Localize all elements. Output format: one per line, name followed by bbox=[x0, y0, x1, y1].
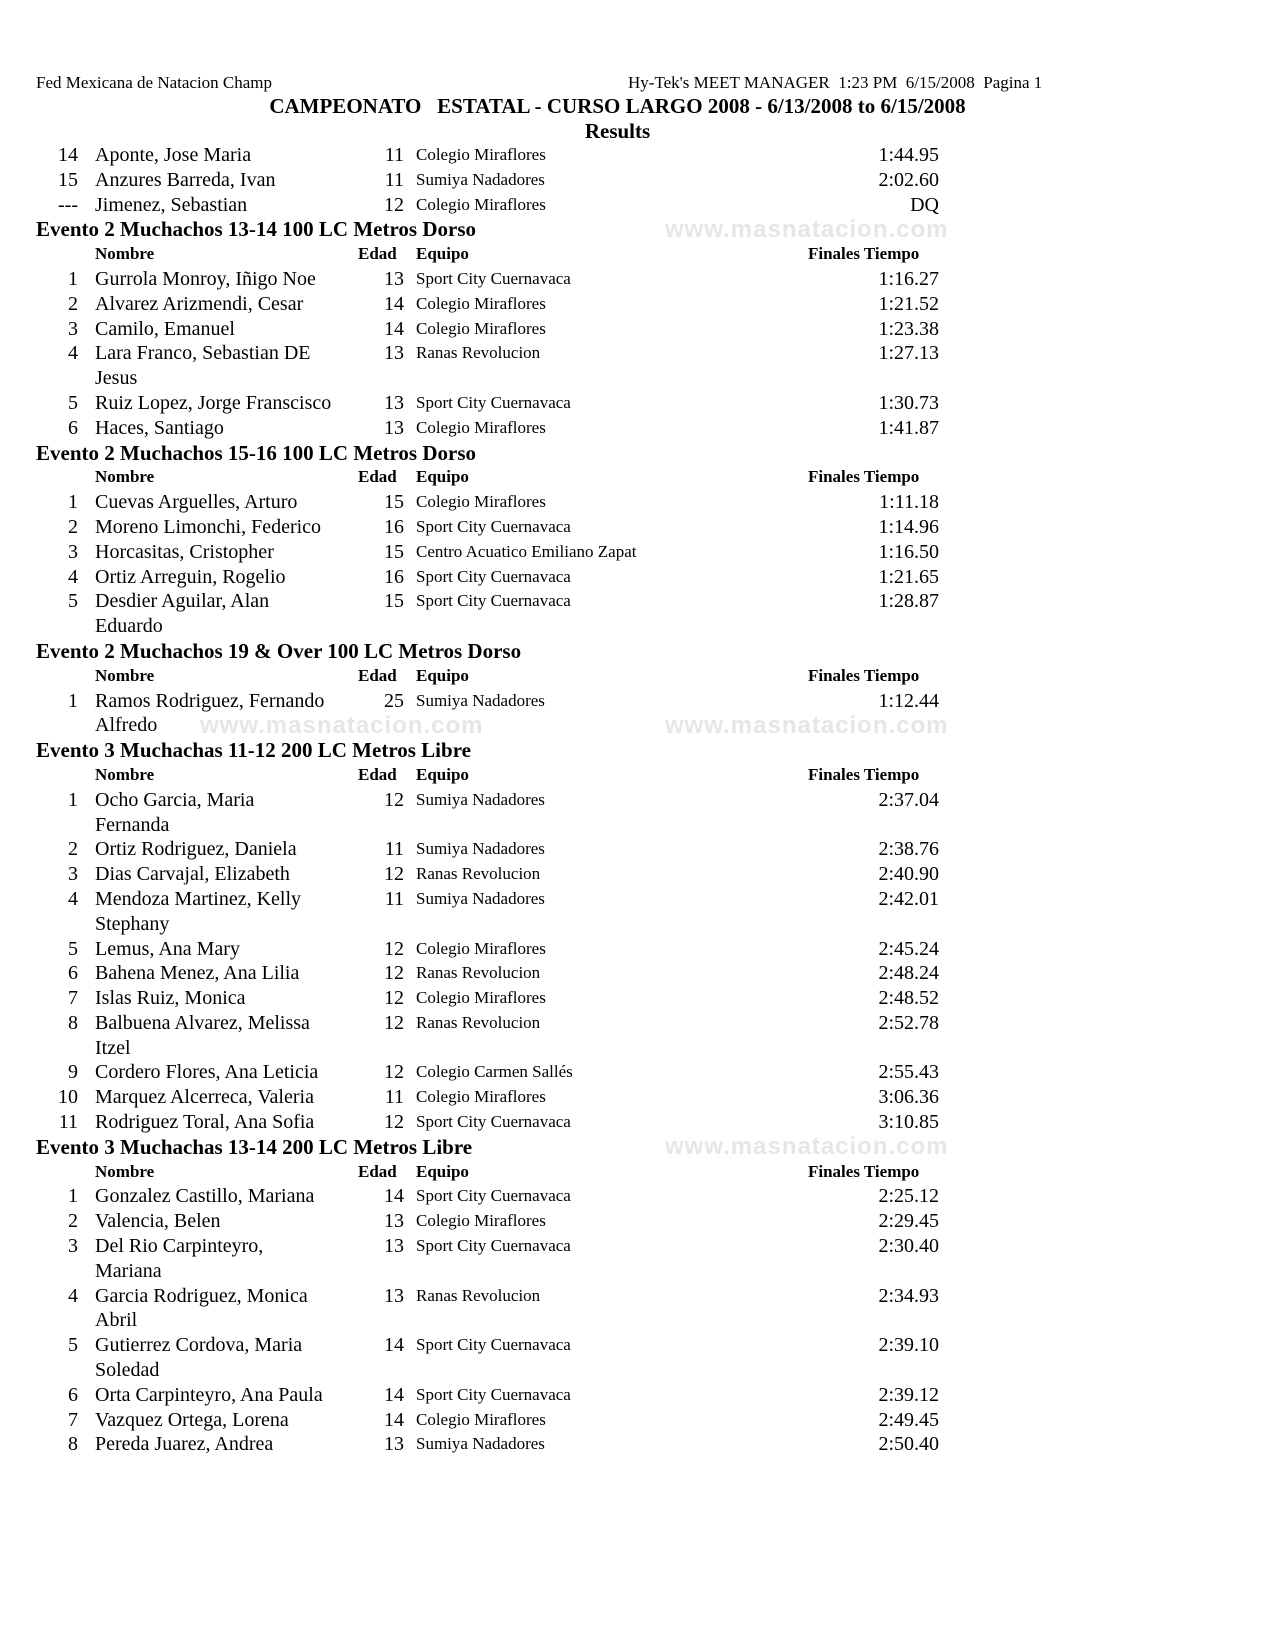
column-header-age: Edad bbox=[358, 467, 397, 487]
swimmer-name: Desdier Aguilar, Alan bbox=[95, 590, 270, 613]
result-row bbox=[0, 689, 1275, 714]
watermark: www.masnatacion.com bbox=[665, 1133, 949, 1160]
age: 11 bbox=[384, 838, 404, 861]
team: Ranas Revolucion bbox=[416, 1012, 541, 1032]
rank: 4 bbox=[68, 565, 78, 588]
age: 15 bbox=[384, 540, 404, 563]
result-row bbox=[0, 341, 1275, 366]
rank: 14 bbox=[58, 144, 78, 166]
rank: 4 bbox=[68, 342, 78, 365]
age: 16 bbox=[384, 515, 404, 538]
team: Sumiya Nadadores bbox=[416, 789, 545, 809]
swimmer-name-continued: Abril bbox=[95, 1309, 138, 1332]
column-header-age: Edad bbox=[358, 1161, 397, 1181]
final-time: 1:21.52 bbox=[878, 292, 939, 315]
column-header-team: Equipo bbox=[416, 467, 469, 487]
result-row bbox=[0, 565, 1275, 590]
final-time: 2:40.90 bbox=[878, 863, 939, 886]
result-row bbox=[0, 862, 1275, 887]
swimmer-name-continued: Alfredo bbox=[95, 714, 158, 737]
swimmer-name-continued: Mariana bbox=[95, 1259, 162, 1282]
age: 14 bbox=[384, 1185, 404, 1208]
age: 12 bbox=[384, 962, 404, 985]
team: Sport City Cuernavaca bbox=[416, 516, 571, 536]
column-header-team: Equipo bbox=[416, 1161, 469, 1181]
swimmer-name: Orta Carpinteyro, Ana Paula bbox=[95, 1383, 323, 1406]
result-row bbox=[0, 1408, 1275, 1433]
swimmer-name: Ramos Rodriguez, Fernando bbox=[95, 689, 325, 712]
meet-title: CAMPEONATO ESTATAL - CURSO LARGO 2008 - 6/13/2008 to 6/15/2008 bbox=[269, 94, 966, 118]
age: 12 bbox=[384, 788, 404, 811]
team: Sport City Cuernavaca bbox=[416, 1112, 571, 1132]
final-time: 1:44.95 bbox=[878, 144, 939, 166]
column-header-row bbox=[0, 242, 1275, 267]
swimmer-name: Vazquez Ortega, Lorena bbox=[95, 1408, 289, 1431]
swimmer-name: Bahena Menez, Ana Lilia bbox=[95, 962, 300, 985]
result-row bbox=[0, 267, 1275, 292]
column-header-age: Edad bbox=[358, 665, 397, 685]
rank: 6 bbox=[68, 416, 78, 439]
final-time: 2:25.12 bbox=[878, 1185, 939, 1208]
team: Colegio Miraflores bbox=[416, 145, 546, 164]
swimmer-name: Ocho Garcia, Maria bbox=[95, 788, 255, 811]
result-row bbox=[0, 1011, 1275, 1036]
rank: 5 bbox=[68, 590, 78, 613]
swimmer-name: Rodriguez Toral, Ana Sofia bbox=[95, 1111, 315, 1134]
result-row bbox=[0, 1333, 1275, 1358]
swimmer-name: Moreno Limonchi, Federico bbox=[95, 515, 322, 538]
age: 12 bbox=[384, 193, 404, 216]
rank: 5 bbox=[68, 937, 78, 960]
result-row-continuation bbox=[0, 1358, 1275, 1383]
swimmer-name: Haces, Santiago bbox=[95, 416, 224, 439]
final-time: 2:02.60 bbox=[878, 168, 939, 191]
rank: 15 bbox=[58, 168, 78, 191]
event-heading-line bbox=[0, 217, 1275, 242]
team: Colegio Carmen Sallés bbox=[416, 1062, 573, 1082]
swimmer-name: Cuevas Arguelles, Arturo bbox=[95, 491, 298, 514]
column-header-row bbox=[0, 1160, 1275, 1185]
final-time: 2:34.93 bbox=[878, 1284, 939, 1307]
team: Centro Acuatico Emiliano Zapat bbox=[416, 541, 637, 561]
rank: 4 bbox=[68, 1284, 78, 1307]
result-row bbox=[0, 1060, 1275, 1085]
age: 14 bbox=[384, 317, 404, 340]
result-row bbox=[0, 391, 1275, 416]
column-header-name: Nombre bbox=[95, 244, 155, 264]
swimmer-name: Jimenez, Sebastian bbox=[95, 193, 248, 216]
final-time: 3:10.85 bbox=[878, 1111, 939, 1134]
swimmer-name: Gurrola Monroy, Iñigo Noe bbox=[95, 267, 316, 290]
team: Sumiya Nadadores bbox=[416, 690, 545, 710]
column-header-team: Equipo bbox=[416, 665, 469, 685]
team: Colegio Miraflores bbox=[416, 417, 546, 437]
result-row-continuation bbox=[0, 1308, 1275, 1333]
age: 12 bbox=[384, 987, 404, 1010]
team: Colegio Miraflores bbox=[416, 1409, 546, 1429]
age: 11 bbox=[384, 887, 404, 910]
rank: 3 bbox=[68, 1235, 78, 1258]
event-heading-line bbox=[0, 1135, 1275, 1160]
result-row bbox=[0, 317, 1275, 342]
result-row bbox=[0, 1184, 1275, 1209]
team: Colegio Miraflores bbox=[416, 492, 546, 512]
meet-organizer: Fed Mexicana de Natacion Champ bbox=[36, 73, 273, 92]
column-header-time: Finales Tiempo bbox=[808, 244, 920, 264]
swimmer-name: Ruiz Lopez, Jorge Franscisco bbox=[95, 391, 332, 414]
watermark: www.masnatacion.com bbox=[665, 216, 949, 243]
final-time: 2:37.04 bbox=[878, 788, 939, 811]
rank: 7 bbox=[68, 1408, 78, 1431]
final-time: 1:14.96 bbox=[878, 515, 939, 538]
rank: 7 bbox=[68, 987, 78, 1010]
swimmer-name: Ortiz Arreguin, Rogelio bbox=[95, 565, 286, 588]
team: Colegio Miraflores bbox=[416, 938, 546, 958]
age: 13 bbox=[384, 391, 404, 414]
team: Colegio Miraflores bbox=[416, 293, 546, 313]
rank: 6 bbox=[68, 1383, 78, 1406]
column-header-row bbox=[0, 664, 1275, 689]
age: 12 bbox=[384, 1061, 404, 1084]
age: 13 bbox=[384, 342, 404, 365]
swimmer-name: Islas Ruiz, Monica bbox=[95, 987, 246, 1010]
rank: 2 bbox=[68, 838, 78, 861]
team: Sport City Cuernavaca bbox=[416, 1186, 571, 1206]
result-row bbox=[0, 193, 1275, 218]
result-row bbox=[0, 540, 1275, 565]
column-header-name: Nombre bbox=[95, 764, 155, 784]
team: Sumiya Nadadores bbox=[416, 169, 545, 189]
final-time: 2:50.40 bbox=[878, 1433, 939, 1456]
result-row bbox=[0, 837, 1275, 862]
final-time: 2:30.40 bbox=[878, 1235, 939, 1258]
result-row bbox=[0, 1432, 1275, 1457]
rank: 3 bbox=[68, 863, 78, 886]
rank: 1 bbox=[68, 491, 78, 514]
final-time: 2:52.78 bbox=[878, 1011, 939, 1034]
column-header-name: Nombre bbox=[95, 467, 155, 487]
result-row bbox=[0, 143, 1275, 168]
team: Colegio Miraflores bbox=[416, 1087, 546, 1107]
rank: 2 bbox=[68, 515, 78, 538]
result-row bbox=[0, 416, 1275, 441]
age: 13 bbox=[384, 416, 404, 439]
column-header-age: Edad bbox=[358, 764, 397, 784]
team: Sumiya Nadadores bbox=[416, 1434, 545, 1454]
result-row bbox=[0, 1383, 1275, 1408]
swimmer-name: Balbuena Alvarez, Melissa bbox=[95, 1011, 310, 1034]
rank: 8 bbox=[68, 1433, 78, 1456]
swimmer-name-continued: Fernanda bbox=[95, 813, 170, 836]
swimmer-name: Lara Franco, Sebastian DE bbox=[95, 342, 311, 365]
event-heading-line bbox=[0, 738, 1275, 763]
final-time: 1:41.87 bbox=[878, 416, 939, 439]
swimmer-name: Camilo, Emanuel bbox=[95, 317, 235, 340]
age: 14 bbox=[384, 1408, 404, 1431]
rank: 1 bbox=[68, 267, 78, 290]
event-heading-line bbox=[0, 441, 1275, 466]
column-header-team: Equipo bbox=[416, 764, 469, 784]
result-row bbox=[0, 168, 1275, 193]
swimmer-name-continued: Stephany bbox=[95, 912, 170, 935]
age: 11 bbox=[384, 168, 404, 191]
column-header-row bbox=[0, 465, 1275, 490]
column-header-name: Nombre bbox=[95, 1161, 155, 1181]
final-time: 1:30.73 bbox=[878, 391, 939, 414]
team: Sport City Cuernavaca bbox=[416, 1335, 571, 1355]
age: 16 bbox=[384, 565, 404, 588]
result-row bbox=[0, 1085, 1275, 1110]
swimmer-name: Valencia, Belen bbox=[95, 1210, 221, 1233]
final-time: 1:16.27 bbox=[878, 267, 939, 290]
final-time: 2:48.52 bbox=[878, 987, 939, 1010]
result-row bbox=[0, 887, 1275, 912]
team: Sport City Cuernavaca bbox=[416, 1384, 571, 1404]
event-title: Evento 3 Muchachas 11-12 200 LC Metros Libre bbox=[36, 738, 471, 763]
swimmer-name: Dias Carvajal, Elizabeth bbox=[95, 863, 290, 886]
team: Sumiya Nadadores bbox=[416, 839, 545, 859]
result-row bbox=[0, 937, 1275, 962]
final-time: 2:45.24 bbox=[878, 937, 939, 960]
rank: 1 bbox=[68, 1185, 78, 1208]
swimmer-name: Alvarez Arizmendi, Cesar bbox=[95, 292, 304, 315]
result-row bbox=[0, 1284, 1275, 1309]
final-time: 1:21.65 bbox=[878, 565, 939, 588]
final-time: 1:23.38 bbox=[878, 317, 939, 340]
age: 11 bbox=[384, 144, 404, 166]
rank: 2 bbox=[68, 1210, 78, 1233]
swimmer-name: Cordero Flores, Ana Leticia bbox=[95, 1061, 319, 1084]
age: 13 bbox=[384, 1210, 404, 1233]
swimmer-name: Lemus, Ana Mary bbox=[95, 937, 240, 960]
age: 12 bbox=[384, 1111, 404, 1134]
team: Sport City Cuernavaca bbox=[416, 566, 571, 586]
age: 11 bbox=[384, 1086, 404, 1109]
swimmer-name: Horcasitas, Cristopher bbox=[95, 540, 274, 563]
age: 13 bbox=[384, 1433, 404, 1456]
final-time: DQ bbox=[910, 193, 939, 216]
result-row bbox=[0, 788, 1275, 813]
event-title: Evento 2 Muchachos 15-16 100 LC Metros Dorso bbox=[36, 440, 476, 465]
swimmer-name: Marquez Alcerreca, Valeria bbox=[95, 1086, 314, 1109]
result-row-continuation bbox=[0, 1259, 1275, 1284]
swimmer-name-continued: Eduardo bbox=[95, 615, 163, 638]
result-row-continuation bbox=[0, 366, 1275, 391]
swimmer-name: Anzures Barreda, Ivan bbox=[95, 168, 276, 191]
team: Sport City Cuernavaca bbox=[416, 1236, 571, 1256]
team: Ranas Revolucion bbox=[416, 1285, 541, 1305]
result-row bbox=[0, 1209, 1275, 1234]
swimmer-name: Del Rio Carpinteyro, bbox=[95, 1235, 264, 1258]
rank: 10 bbox=[58, 1086, 78, 1109]
result-row bbox=[0, 292, 1275, 317]
result-row-continuation bbox=[0, 713, 1275, 738]
rank: 4 bbox=[68, 887, 78, 910]
age: 15 bbox=[384, 491, 404, 514]
team: Sport City Cuernavaca bbox=[416, 591, 571, 611]
event-title: Evento 2 Muchachos 13-14 100 LC Metros Dorso bbox=[36, 217, 476, 242]
final-time: 2:48.24 bbox=[878, 962, 939, 985]
column-header-age: Edad bbox=[358, 244, 397, 264]
final-time: 1:27.13 bbox=[878, 342, 939, 365]
result-row-continuation bbox=[0, 1036, 1275, 1061]
rank: 1 bbox=[68, 788, 78, 811]
rank: 9 bbox=[68, 1061, 78, 1084]
result-row bbox=[0, 1110, 1275, 1135]
swimmer-name: Pereda Juarez, Andrea bbox=[95, 1433, 274, 1456]
rank: --- bbox=[58, 193, 78, 216]
software-timestamp-page: Hy-Tek's MEET MANAGER 1:23 PM 6/15/2008 Pagina 1 bbox=[628, 73, 1043, 92]
column-header-time: Finales Tiempo bbox=[808, 467, 920, 487]
age: 12 bbox=[384, 1011, 404, 1034]
rank: 1 bbox=[68, 689, 78, 712]
final-time: 1:28.87 bbox=[878, 590, 939, 613]
rank: 3 bbox=[68, 317, 78, 340]
age: 12 bbox=[384, 863, 404, 886]
age: 14 bbox=[384, 1383, 404, 1406]
rank: 5 bbox=[68, 1334, 78, 1357]
final-time: 2:39.10 bbox=[878, 1334, 939, 1357]
final-time: 1:11.18 bbox=[879, 491, 939, 514]
swimmer-name: Aponte, Jose Maria bbox=[95, 144, 252, 166]
column-header-time: Finales Tiempo bbox=[808, 665, 920, 685]
result-row bbox=[0, 986, 1275, 1011]
age: 12 bbox=[384, 937, 404, 960]
event-heading-line bbox=[0, 639, 1275, 664]
final-time: 2:49.45 bbox=[878, 1408, 939, 1431]
rank: 5 bbox=[68, 391, 78, 414]
results-list bbox=[0, 143, 1275, 1457]
column-header-time: Finales Tiempo bbox=[808, 764, 920, 784]
final-time: 1:16.50 bbox=[878, 540, 939, 563]
team: Ranas Revolucion bbox=[416, 343, 541, 363]
team: Colegio Miraflores bbox=[416, 988, 546, 1008]
result-row bbox=[0, 1234, 1275, 1259]
final-time: 2:39.12 bbox=[878, 1383, 939, 1406]
swimmer-name: Ortiz Rodriguez, Daniela bbox=[95, 838, 297, 861]
swimmer-name: Mendoza Martinez, Kelly bbox=[95, 887, 302, 910]
team: Colegio Miraflores bbox=[416, 194, 546, 214]
swimmer-name: Garcia Rodriguez, Monica bbox=[95, 1284, 308, 1307]
team: Sumiya Nadadores bbox=[416, 888, 545, 908]
result-row bbox=[0, 589, 1275, 614]
result-row bbox=[0, 515, 1275, 540]
age: 13 bbox=[384, 1284, 404, 1307]
final-time: 2:55.43 bbox=[878, 1061, 939, 1084]
rank: 6 bbox=[68, 962, 78, 985]
watermark: www.masnatacion.com bbox=[200, 712, 484, 739]
team: Colegio Miraflores bbox=[416, 1211, 546, 1231]
age: 14 bbox=[384, 292, 404, 315]
team: Sport City Cuernavaca bbox=[416, 392, 571, 412]
result-row bbox=[0, 961, 1275, 986]
swimmer-name: Gutierrez Cordova, Maria bbox=[95, 1334, 303, 1357]
final-time: 2:38.76 bbox=[878, 838, 939, 861]
result-row bbox=[0, 490, 1275, 515]
final-time: 1:12.44 bbox=[878, 689, 939, 712]
rank: 2 bbox=[68, 292, 78, 315]
results-heading: Results bbox=[584, 119, 651, 143]
team: Sport City Cuernavaca bbox=[416, 268, 571, 288]
column-header-name: Nombre bbox=[95, 665, 155, 685]
rank: 3 bbox=[68, 540, 78, 563]
age: 14 bbox=[384, 1334, 404, 1357]
final-time: 3:06.36 bbox=[878, 1086, 939, 1109]
age: 25 bbox=[384, 689, 404, 712]
event-title: Evento 3 Muchachas 13-14 200 LC Metros Libre bbox=[36, 1134, 473, 1159]
watermark: www.masnatacion.com bbox=[665, 712, 949, 739]
swimmer-name-continued: Itzel bbox=[95, 1036, 131, 1059]
result-row-continuation bbox=[0, 813, 1275, 838]
event-title: Evento 2 Muchachos 19 & Over 100 LC Metros Dorso bbox=[36, 638, 522, 663]
column-header-time: Finales Tiempo bbox=[808, 1161, 920, 1181]
final-time: 2:42.01 bbox=[878, 887, 939, 910]
team: Colegio Miraflores bbox=[416, 318, 546, 338]
swimmer-name-continued: Jesus bbox=[95, 367, 138, 390]
age: 13 bbox=[384, 267, 404, 290]
column-header-team: Equipo bbox=[416, 244, 469, 264]
column-header-row bbox=[0, 763, 1275, 788]
rank: 8 bbox=[68, 1011, 78, 1034]
team: Ranas Revolucion bbox=[416, 864, 541, 884]
result-row-continuation bbox=[0, 912, 1275, 937]
rank: 11 bbox=[58, 1111, 78, 1134]
age: 13 bbox=[384, 1235, 404, 1258]
result-row-continuation bbox=[0, 614, 1275, 639]
swimmer-name-continued: Soledad bbox=[95, 1359, 160, 1382]
swimmer-name: Gonzalez Castillo, Mariana bbox=[95, 1185, 315, 1208]
final-time: 2:29.45 bbox=[878, 1210, 939, 1233]
team: Ranas Revolucion bbox=[416, 963, 541, 983]
age: 15 bbox=[384, 590, 404, 613]
